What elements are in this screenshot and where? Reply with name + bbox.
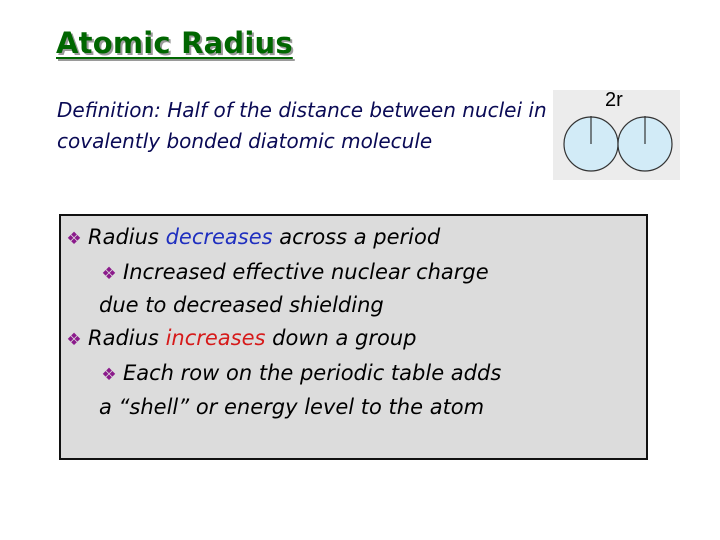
bullet-radius-decreases: ❖ Radius decreases across a period [64,223,440,253]
bullet-box [59,214,648,460]
sub-bullet-shell: ❖ Each row on the periodic table adds [99,359,501,389]
diamond-bullet-icon: ❖ [101,264,117,284]
definition-text: Definition: Half of the distance between nuclei in covalently bonded diatomic molecule [57,98,547,153]
sub-bullet-effective-charge-cont: due to decreased shielding [99,293,384,317]
highlight-decreases: decreases [165,225,273,249]
diamond-bullet-icon: ❖ [66,330,82,350]
diamond-bullet-icon: ❖ [101,365,117,385]
diamond-bullet-icon: ❖ [66,229,82,249]
highlight-increases: increases [165,326,266,350]
diameter-label: 2r [605,89,623,111]
atomic-radius-diagram [553,90,680,180]
sub-bullet-effective-charge: ❖ Increased effective nuclear charge [99,258,489,288]
bullet-radius-increases: ❖ Radius increases down a group [64,324,417,354]
sub-bullet-shell-cont: a “shell” or energy level to the atom [99,395,485,419]
slide-title: Atomic Radius [56,26,293,60]
